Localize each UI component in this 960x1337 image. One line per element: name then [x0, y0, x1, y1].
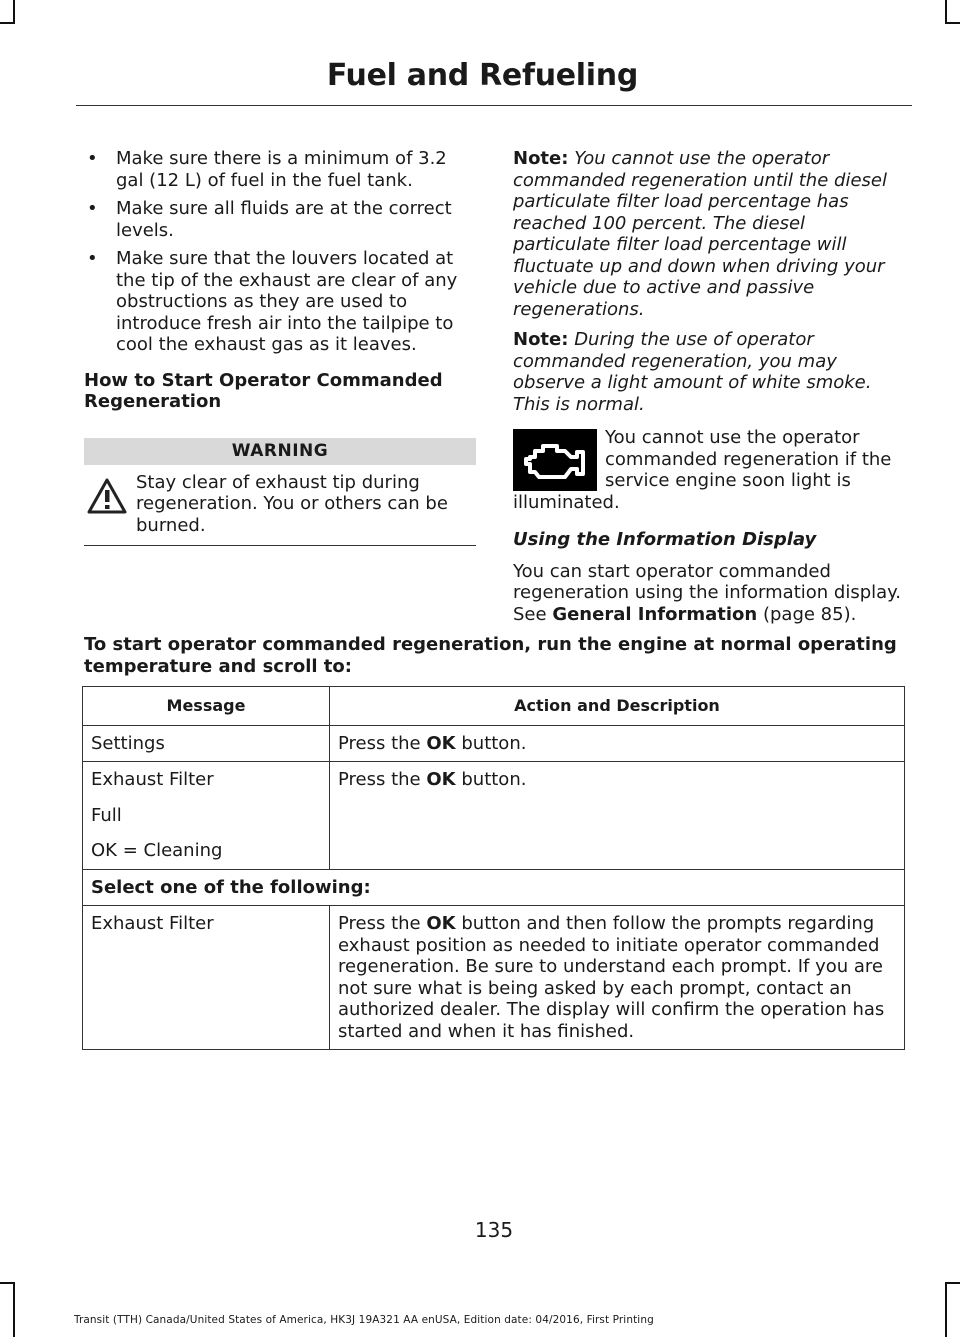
bullet-icon: • [87, 198, 98, 219]
header-divider [76, 105, 912, 106]
message-cell: Exhaust Filter [83, 906, 330, 1050]
page-title: Fuel and Refueling [326, 58, 638, 93]
crop-mark [0, 22, 15, 24]
page-number: 135 [474, 1218, 514, 1242]
warning-header: WARNING [84, 438, 476, 465]
crop-mark [945, 22, 960, 24]
warning-box [84, 465, 476, 547]
warning-triangle-icon [86, 477, 128, 521]
table-header-row [83, 687, 905, 726]
table-row [83, 869, 905, 906]
list-item: • Make sure there is a minimum of 3.2 gal (12 L) of fuel in the fuel tank. [87, 148, 447, 191]
table-row [83, 762, 905, 870]
bullet-icon: • [87, 248, 98, 269]
note-paragraph [513, 148, 907, 320]
note-label: Note: [513, 148, 569, 169]
section-heading: How to Start Operator Commanded Regeneration [84, 369, 443, 412]
instruction-heading: To start operator commanded regeneration, run the engine at normal operating temperature and scroll to: [84, 634, 897, 677]
crop-mark [13, 0, 15, 22]
action-cell: Press the OK button. [330, 725, 905, 762]
message-cell: Exhaust Filter Full OK = Cleaning [83, 762, 330, 870]
footer-text: Transit (TTH) Canada/United States of America, HK3J 19A321 AA enUSA, Edition date: 04/2016, First Printing [74, 1314, 654, 1326]
note-text: You cannot use the operator commanded regeneration until the diesel particulate filter load percentage has reached 100 percent. The diesel particulate filter load percentage will fluctuate up and down when driving your vehicle due to active and passive regenerations. [513, 148, 887, 320]
body-paragraph: You can start operator commanded regeneration using the information display. See General Information (page 85). [513, 560, 901, 625]
warning-text: Stay clear of exhaust tip during regeneration. You or others can be burned. [136, 471, 448, 536]
table-subheading: Select one of the following: [83, 869, 905, 906]
subheading: Using the Information Display [513, 529, 817, 550]
crop-mark [945, 1282, 960, 1284]
crop-mark [945, 1282, 947, 1337]
note-text: During the use of operator commanded regeneration, you may observe a light amount of white smoke. This is normal. [513, 329, 872, 415]
list-item: • Make sure all fluids are at the correct levels. [87, 198, 452, 241]
list-item: • Make sure that the louvers located at the tip of the exhaust are clear of any obstructions as they are used to introduce fresh air into the tailpipe to cool the exhaust gas as it leaves. [87, 248, 458, 355]
engine-warning-text: You cannot use the operator commanded regeneration if the service engine soon light is illuminated. [513, 427, 892, 513]
note-label: Note: [513, 329, 569, 350]
right-column [513, 148, 907, 634]
left-column [84, 148, 476, 546]
action-cell: Press the OK button. [330, 762, 905, 870]
engine-warning-block [513, 427, 907, 513]
cross-reference-link[interactable]: General Information [552, 603, 758, 625]
action-cell: Press the OK button and then follow the prompts regarding exhaust position as needed to initiate operator commanded regeneration. Be sure to understand each prompt. If you are not sure what is being asked by each prompt, contact an authorized dealer. The display will confirm the operation has started and when it has finished. [330, 906, 905, 1050]
table-row [83, 906, 905, 1050]
crop-mark [945, 0, 947, 22]
message-table [82, 686, 905, 1050]
crop-mark [13, 1282, 15, 1337]
table-row [83, 725, 905, 762]
prerequisite-list [84, 148, 476, 356]
message-cell: Settings [83, 725, 330, 762]
column-header-action: Action and Description [330, 687, 905, 726]
check-engine-icon [513, 429, 597, 491]
bullet-icon: • [87, 148, 98, 169]
column-header-message: Message [83, 687, 330, 726]
note-paragraph [513, 329, 907, 415]
